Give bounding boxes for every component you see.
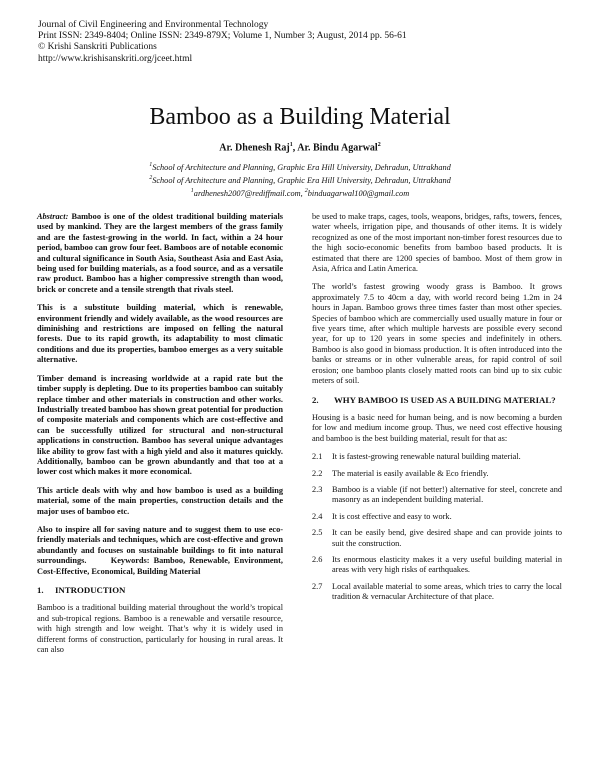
author-separator: , — [292, 142, 298, 154]
abstract-p3: Timber demand is increasing worldwide at a rapid rate but the timber supply is depleting. Due to its properties bamboo can suitably replace timber and other materials in construction and other works. Industrially treated bamboo has shown great potential for production of composite materials and components which are cost-effective and can be successfully utilized for structural and non-structural applications in construction. Bamboo has several unique advantages like ability to grow fast with a high yield and also it matures quickly. Additionally, bamboo can be grown abundantly and that too at a lower cost which makes it more economical. — [37, 373, 284, 477]
affiliation-1 — [0, 160, 600, 173]
left-column — [37, 212, 283, 663]
list-item-num: 2.4 — [312, 511, 323, 521]
right-column — [312, 212, 562, 609]
journal-url[interactable]: http://www.krishisanskriti.org/jceet.html — [38, 53, 193, 64]
paper-title: Bamboo as a Building Material — [149, 104, 451, 130]
abstract-p2: This is a substitute building material, which is renewable, environment friendly and widely available, as the wood resources are diminishing and restrictions are imposed on felling the natural forests. Due to its rapid growth, its adaptability to most climatic conditions and due its properties, bamboo emerges as a very suitable alternative. — [37, 303, 283, 365]
abstract-label: Abstract: — [37, 212, 69, 221]
list-item — [312, 452, 562, 462]
affiliations — [0, 160, 600, 198]
list-item — [312, 582, 562, 603]
list-item-text: The material is easily available & Eco friendly. — [332, 468, 489, 478]
abstract-p1 — [37, 212, 283, 295]
author-1: Ar. Dhenesh Raj — [219, 142, 290, 154]
list-item-text: Bamboo is a viable (if not better!) alternative for steel, concrete and masonry as an independent building material. — [332, 484, 562, 505]
list-item — [312, 512, 562, 522]
author-line — [0, 142, 600, 153]
author-2-sup: 2 — [377, 142, 381, 148]
section-2-title: WHY BAMBOO IS USED AS A BUILDING MATERIAL? — [334, 394, 556, 405]
journal-name: Journal of Civil Engineering and Environmental Technology — [38, 20, 269, 30]
email-2-sup: 2 — [304, 187, 308, 194]
list-item-num: 2.3 — [312, 484, 323, 494]
list-item-num: 2.6 — [312, 554, 323, 564]
journal-publisher: © Krishi Sanskriti Publications — [38, 42, 157, 53]
email-1-sup: 1 — [190, 187, 194, 194]
author-1-sup: 1 — [289, 142, 293, 148]
list-item-num: 2.2 — [312, 468, 323, 478]
list-item — [312, 555, 562, 576]
list-item-text: It is fastest-growing renewable natural building material. — [332, 452, 521, 462]
section-2-heading — [312, 395, 562, 405]
emails — [0, 186, 600, 199]
list-item-text: It can be easily bend, give desired shape and can provide joints to suit the construction. — [332, 528, 562, 548]
list-item — [312, 469, 562, 479]
journal-header — [38, 20, 407, 65]
list-item-text: Local available material to some areas, which tries to carry the local tradition & vernacular Architecture of that place. — [332, 581, 562, 602]
section-1-heading — [37, 585, 283, 595]
abstract-p1-text: Bamboo is one of the oldest traditional building materials used by mankind. They are the largest members of the grass family and are the fastest-growing in the world. In fact, within a 24 hour period, bamboo can grow four feet. Bamboos are of notable economic and cultural significance in South Asia, Southeast Asia and East Asia, being used for building materials, as a food source, and as a versatile raw product. Bamboo has a higher compressive strength than wood, brick or concrete and a tensile strength that rivals steel. — [37, 212, 283, 294]
list-item — [312, 528, 562, 549]
reasons-list — [312, 452, 562, 602]
list-item-text: It is cost effective and easy to work. — [332, 511, 452, 521]
list-item-num: 2.7 — [312, 581, 323, 591]
keywords: Keywords: Bamboo, Renewable, Environment, Cost-Effective, Economical, Building Material — [37, 556, 284, 576]
affiliation-1-sup: 1 — [149, 162, 153, 168]
section-1-title: INTRODUCTION — [55, 585, 126, 595]
abstract-p5-text: Also to inspire all for saving nature and to suggest them to use eco-friendly materials and techniques, which are cost-effective and grown abundantly and focuses on sustainable buildings to fit into natural surroundings. — [37, 524, 283, 566]
intro-p1: Bamboo is a traditional building material throughout the world’s tropical and sub-tropical regions. Bamboo is a renewable and versatile resource, with high strength and low weight. That’s why it is widely used in different forms of construction, particularly for housing in rural areas. It can also — [37, 603, 283, 655]
journal-issn: Print ISSN: 2349-8404; Online ISSN: 2349-879X; Volume 1, Number 3; August, 2014 pp. 56-61 — [38, 31, 407, 42]
affiliation-2-text: School of Architecture and Planning, Graphic Era Hill University, Dehradun, Uttrakhand — [152, 175, 451, 185]
list-item-num: 2.1 — [312, 452, 323, 462]
email-2[interactable]: binduagarwal100@gmail.com — [307, 188, 410, 198]
affiliation-2-sup: 2 — [149, 174, 153, 181]
right-p2: The world’s fastest growing woody grass is Bamboo. It grows approximately 7.5 to 40cm a day, with world record being 1.2m in 24 hours in Japan. Bamboo grows three times faster than most other species. Species of bamboo which are commercially used usually mature in four or five years time, after which multiple harvests are possible every second year, for up to 120 years in some species and indefinitely in others. Bamboo is also good in biomass production. It is often introduced into the banks or streams or in other vulnerable areas, for rapid control of soil erosion; one bamboo plants closely matted roots can bind up to six cubic meters of soil. — [312, 282, 562, 386]
email-1[interactable]: ardhenesh2007@rediffmail.com, — [193, 188, 305, 198]
list-item-text: Its enormous elasticity makes it a very useful building material in areas with very high risks of earthquakes. — [332, 554, 562, 575]
abstract-p4: This article deals with why and how bamboo is used as a building material, some of the main properties, construction details and the major uses of bamboo etc. — [37, 485, 283, 516]
author-2: Ar. Bindu Agarwal — [297, 142, 378, 154]
right-p1: be used to make traps, cages, tools, weapons, bridges, rafts, towers, fences, water wheels, irrigation pipe, and thousands of other items. It is widely recognized as one of the most important non-timber forest resources due to the high socio-economic benefits from bamboo based products. It is estimated that there are 1200 species of bamboo. Most of them grow in Asia, Africa and Latin America. — [312, 212, 562, 274]
list-item-num: 2.5 — [312, 528, 323, 538]
right-p3: Housing is a basic need for human being, and is now becoming a burden for low and medium income group. Thus, we need cost effective housing and bamboo is the best building material, result for that as: — [312, 412, 562, 443]
section-1-num: 1. — [37, 585, 44, 595]
abstract-p5 — [37, 525, 283, 577]
affiliation-2 — [0, 173, 600, 186]
affiliation-1-text: School of Architecture and Planning, Graphic Era Hill University, Dehradun, Uttrakhand — [152, 162, 451, 172]
list-item — [312, 485, 562, 506]
section-2-num: 2. — [312, 394, 319, 405]
